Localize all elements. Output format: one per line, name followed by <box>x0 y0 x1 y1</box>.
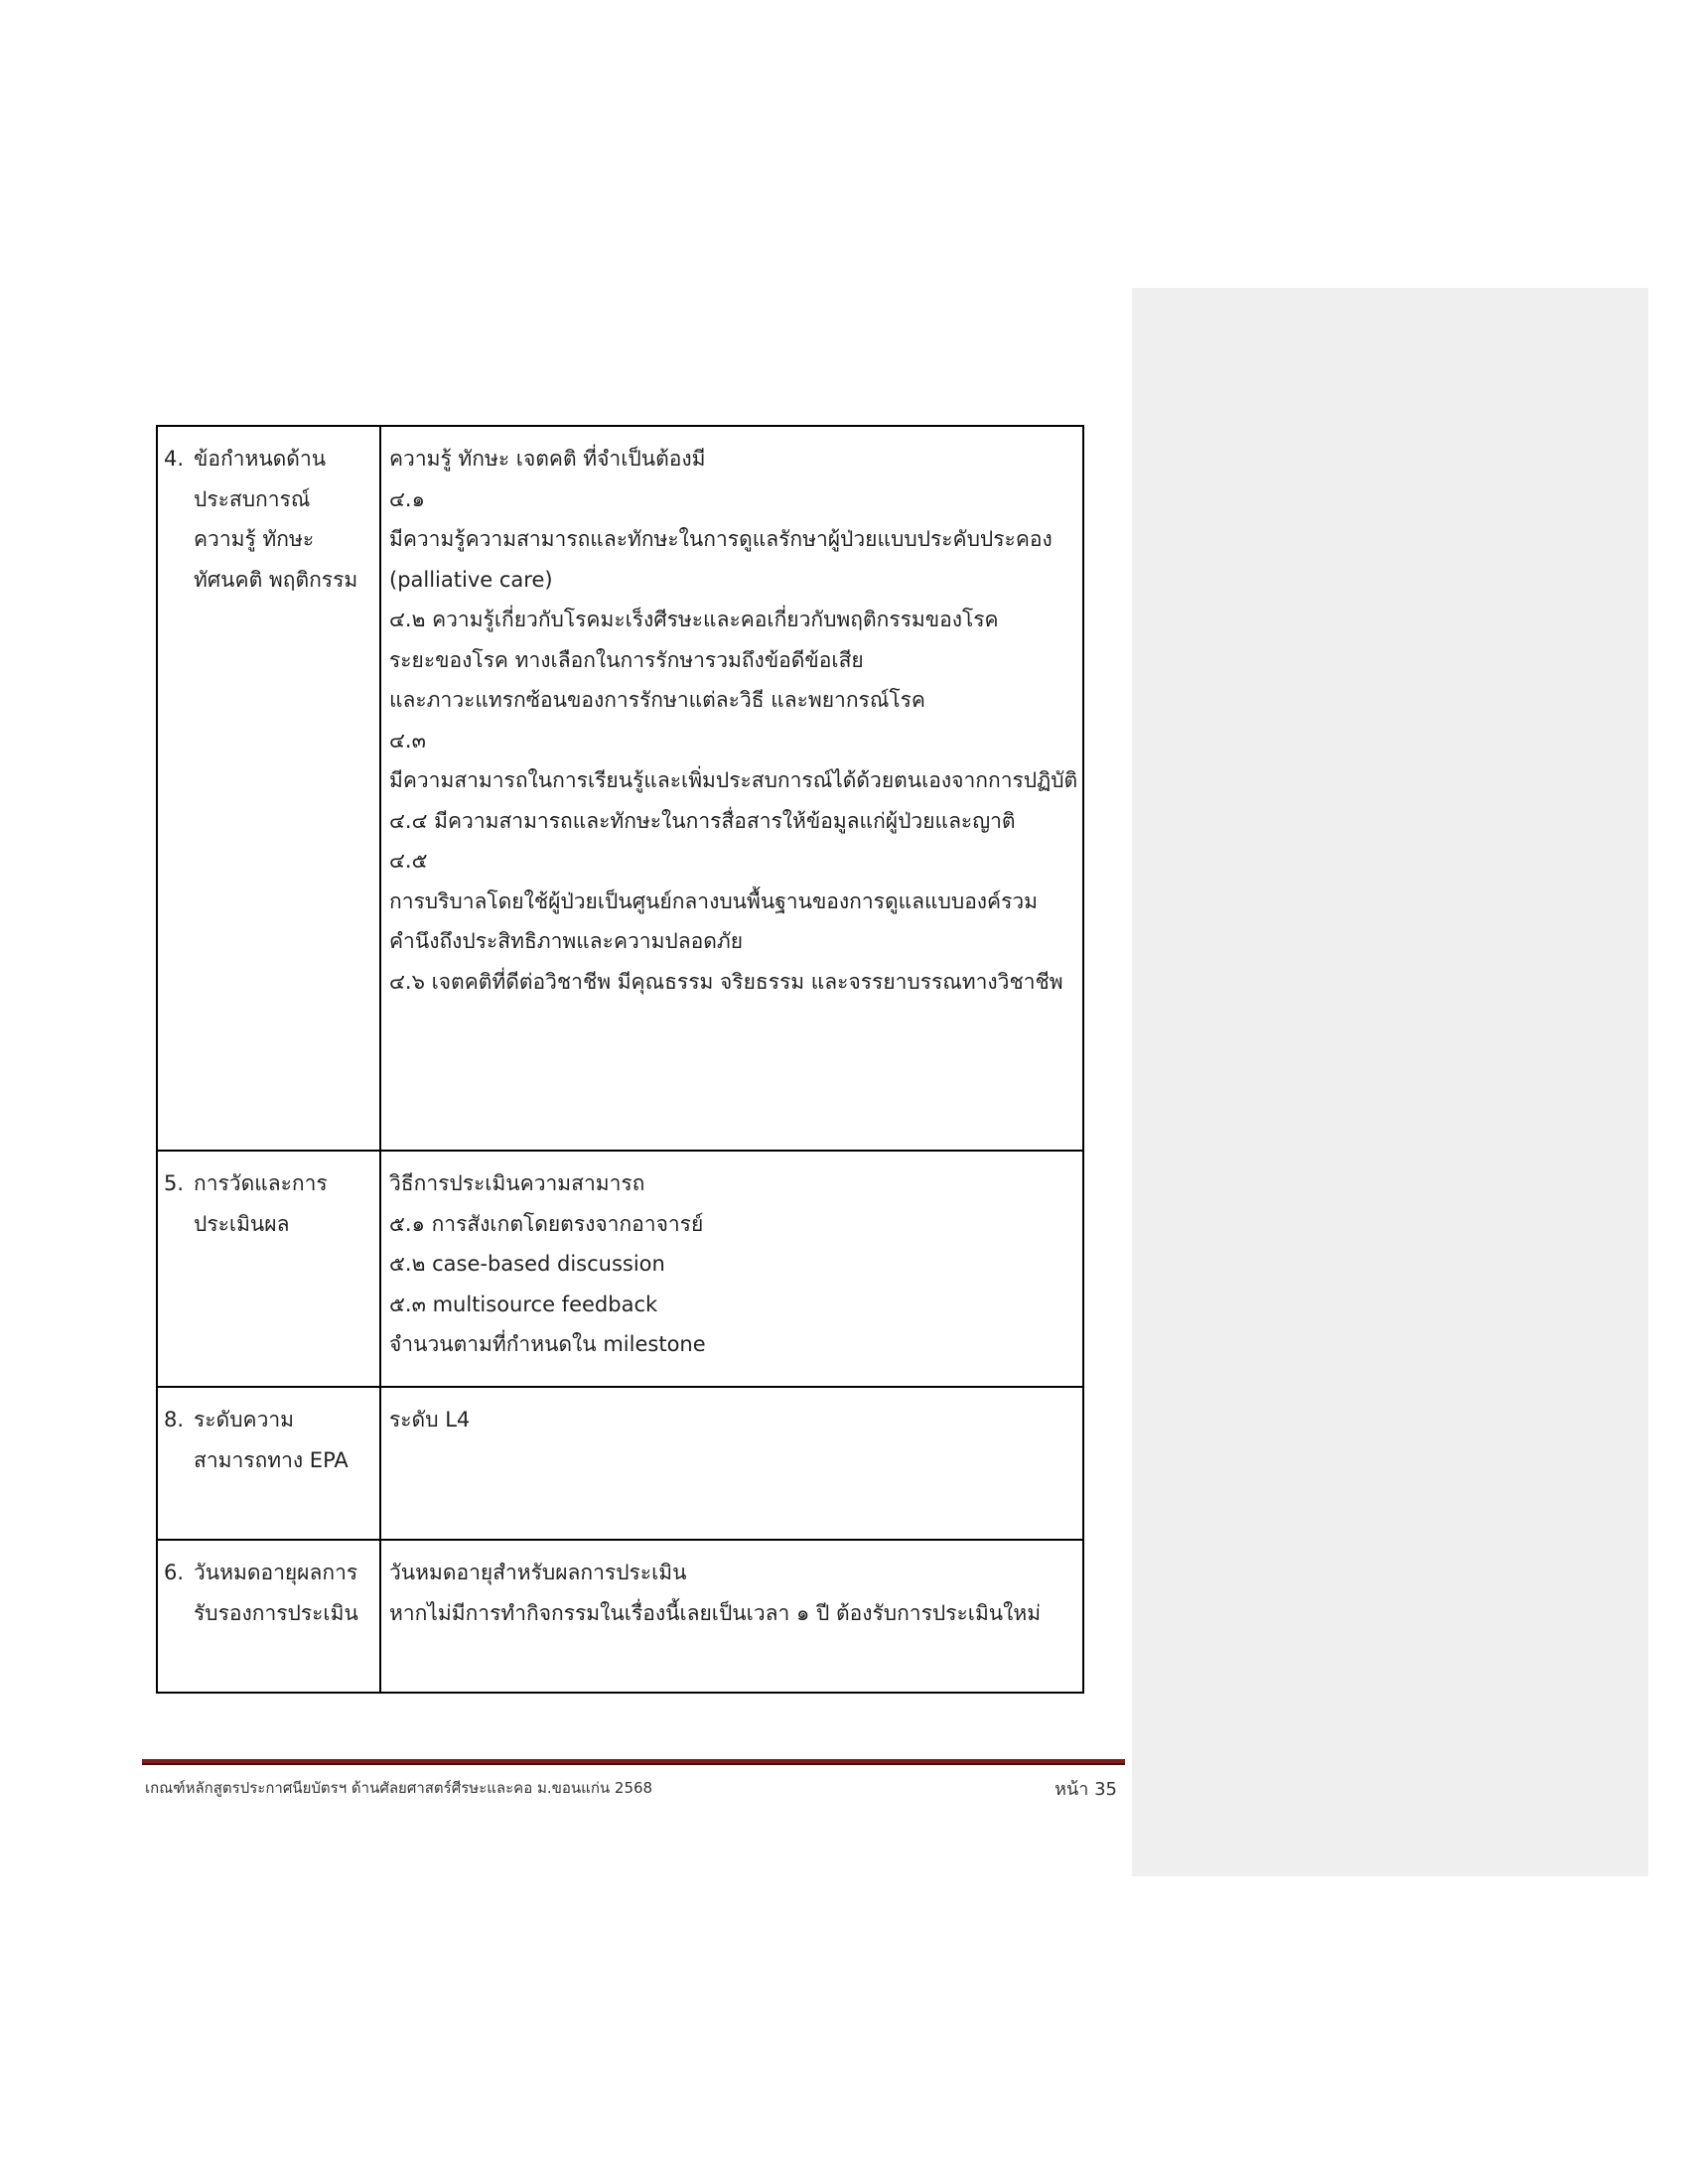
row-content-cell <box>380 1151 1083 1387</box>
content-line: ๔.๑ <box>389 486 425 511</box>
table-row <box>157 1151 1083 1387</box>
footer-document-title: เกณฑ์หลักสูตรประกาศนียบัตรฯ ด้านศัลยศาสตร์ศีรษะและคอ ม.ขอนแก่น 2568 <box>145 1779 653 1797</box>
requirements-table <box>156 425 1084 1694</box>
content-line: ๕.๑ การสังเกตโดยตรงจากอาจารย์ <box>389 1211 704 1236</box>
content-line: (palliative care) <box>389 567 553 592</box>
content-line: ๕.๒ case-based discussion <box>389 1252 665 1276</box>
content-line: ความรู้ ทักษะ เจตคติ ที่จำเป็นต้องมี <box>389 447 706 471</box>
content-line: วันหมดอายุสำหรับผลการประเมิน <box>389 1561 687 1584</box>
row-label-cell <box>157 1151 380 1387</box>
content-line: ๕.๓ multisource feedback <box>389 1292 658 1316</box>
row-content-cell <box>380 1387 1083 1540</box>
comment-pane <box>1132 288 1648 1876</box>
content-line: ๔.๓ <box>389 728 426 752</box>
content-line: จำนวนตามที่กำหนดใน milestone <box>389 1332 706 1356</box>
content-line: การบริบาลโดยใช้ผู้ป่วยเป็นศูนย์กลางบนพื้นฐานของการดูแลแบบองค์รวม <box>389 888 1039 913</box>
content-line: คำนึงถึงประสิทธิภาพและความปลอดภัย <box>389 929 744 953</box>
row-label-cell <box>157 426 380 1151</box>
row-number: 8. <box>164 1408 185 1432</box>
row-number: 4. <box>164 447 185 471</box>
content-line: และภาวะแทรกซ้อนของการรักษาแต่ละวิธี และพยากรณ์โรค <box>389 688 925 712</box>
content-line: หากไม่มีการทำกิจกรรมในเรื่องนี้เลยเป็นเวลา ๑ ปี ต้องรับการประเมินใหม่ <box>389 1600 1042 1625</box>
row-content-cell <box>380 426 1083 1151</box>
row-number: 5. <box>164 1171 185 1195</box>
row-label: ระดับความสามารถทาง EPA <box>194 1408 349 1472</box>
table-row <box>157 426 1083 1151</box>
content-line: ระยะของโรค ทางเลือกในการรักษารวมถึงข้อดีข้อเสีย <box>389 647 864 672</box>
row-label: ข้อกำหนดด้านประสบการณ์ ความรู้ ทักษะ ทัศนคติ พฤติกรรม <box>194 447 358 592</box>
row-label: วันหมดอายุผลการรับรองการประเมิน <box>194 1561 358 1625</box>
table-row <box>157 1540 1083 1693</box>
row-label-cell <box>157 1387 380 1540</box>
row-label: การวัดและการประเมินผล <box>194 1171 328 1236</box>
row-number: 6. <box>164 1561 185 1584</box>
page-number: หน้า 35 <box>1055 1779 1117 1800</box>
content-line: ๔.๖ เจตคติที่ดีต่อวิชาชีพ มีคุณธรรม จริยธรรม และจรรยาบรรณทางวิชาชีพ <box>389 969 1063 994</box>
content-line: มีความสามารถในการเรียนรู้และเพิ่มประสบการณ์ได้ด้วยตนเองจากการปฏิบัติ <box>389 768 1078 792</box>
content-line: วิธีการประเมินความสามารถ <box>389 1171 645 1195</box>
footer-rule <box>142 1759 1125 1765</box>
content-line: มีความรู้ความสามารถและทักษะในการดูแลรักษาผู้ป่วยแบบประคับประคอง <box>389 527 1053 551</box>
content-line: ระดับ L4 <box>389 1408 471 1432</box>
row-content-cell <box>380 1540 1083 1693</box>
content-line: ๔.๕ <box>389 849 428 873</box>
row-label-cell <box>157 1540 380 1693</box>
content-line: ๔.๒ ความรู้เกี่ยวกับโรคมะเร็งศีรษะและคอเกี่ยวกับพฤติกรรมของโรค <box>389 608 999 631</box>
table-row <box>157 1387 1083 1540</box>
content-line: ๔.๔ มีความสามารถและทักษะในการสื่อสารให้ข้อมูลแก่ผู้ป่วยและญาติ <box>389 808 1016 833</box>
